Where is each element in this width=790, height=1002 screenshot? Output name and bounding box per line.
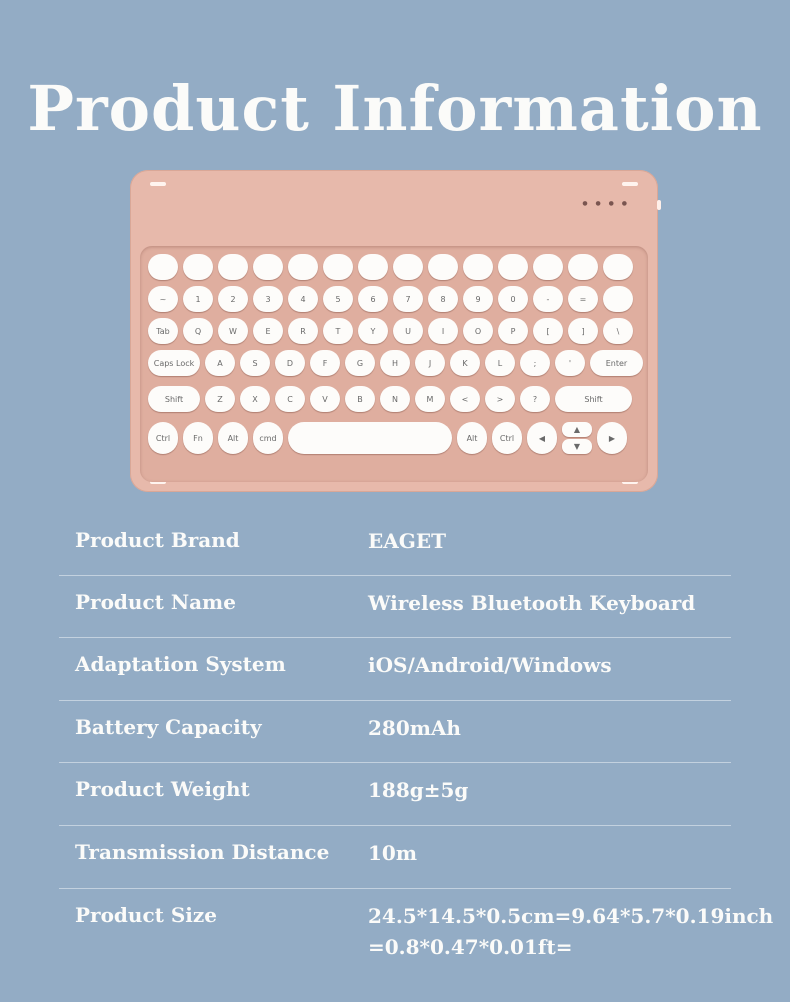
spec-value: 24.5*14.5*0.5cm=9.64*5.7*0.19inch — [368, 904, 774, 928]
spec-value: 10m — [368, 841, 417, 865]
keyboard-key: ' — [555, 350, 585, 376]
keyboard-key: J — [415, 350, 445, 376]
spec-row — [59, 701, 731, 763]
keyboard-key: Caps Lock — [148, 350, 200, 376]
keyboard-key: - — [533, 286, 563, 312]
keyboard-key: X — [240, 386, 270, 412]
keyboard-key: ◀ — [527, 422, 557, 454]
spec-label: Product Brand — [75, 528, 240, 552]
keyboard-key: W — [218, 318, 248, 344]
keyboard-key — [463, 254, 493, 280]
keyboard-key: ▶ — [597, 422, 627, 454]
keyboard-key: Q — [183, 318, 213, 344]
keyboard-key: 3 — [253, 286, 283, 312]
keyboard-key: L — [485, 350, 515, 376]
keyboard-key — [253, 254, 283, 280]
keyboard-key: < — [450, 386, 480, 412]
keyboard-key: O — [463, 318, 493, 344]
keyboard-image — [130, 170, 658, 492]
keyboard-key: H — [380, 350, 410, 376]
keyboard-key: Enter — [590, 350, 643, 376]
keyboard-key: Shift — [555, 386, 632, 412]
spec-label: Adaptation System — [75, 652, 286, 676]
keyboard-key — [148, 254, 178, 280]
spec-label: Product Name — [75, 590, 236, 614]
keyboard-key: \ — [603, 318, 633, 344]
spec-label: Battery Capacity — [75, 715, 262, 739]
spec-row — [59, 763, 731, 826]
keyboard-key: G — [345, 350, 375, 376]
keyboard-key: C — [275, 386, 305, 412]
keyboard-key — [183, 254, 213, 280]
keyboard-key: V — [310, 386, 340, 412]
spec-row — [59, 638, 731, 701]
keyboard-key: 9 — [463, 286, 493, 312]
keyboard-key: [ — [533, 318, 563, 344]
keyboard-key: 8 — [428, 286, 458, 312]
keyboard-key — [428, 254, 458, 280]
keyboard-key: ~ — [148, 286, 178, 312]
keyboard-bump — [622, 182, 638, 186]
keyboard-key: F — [310, 350, 340, 376]
keyboard-key: ▼ — [562, 439, 592, 454]
keyboard-key: ▲ — [562, 422, 592, 437]
spec-value-line-2: =0.8*0.47*0.01ft= — [368, 935, 573, 959]
power-switch — [657, 200, 661, 210]
keyboard-key: Alt — [218, 422, 248, 454]
indicator-lights: ● ● ● ● — [582, 200, 630, 207]
keyboard-bump — [150, 182, 166, 186]
keyboard-key: M — [415, 386, 445, 412]
keyboard-key — [498, 254, 528, 280]
keyboard-key: R — [288, 318, 318, 344]
keyboard-key: ? — [520, 386, 550, 412]
keyboard-key: 7 — [393, 286, 423, 312]
spec-label: Product Size — [75, 903, 217, 927]
keyboard-key — [603, 286, 633, 312]
keyboard-key: Y — [358, 318, 388, 344]
keyboard-key: K — [450, 350, 480, 376]
keyboard-key — [288, 422, 452, 454]
keyboard-key: ] — [568, 318, 598, 344]
keyboard-key: E — [253, 318, 283, 344]
keyboard-key — [393, 254, 423, 280]
keyboard-key — [323, 254, 353, 280]
keyboard-key: Ctrl — [492, 422, 522, 454]
spec-label: Product Weight — [75, 777, 250, 801]
keyboard-key: 6 — [358, 286, 388, 312]
keyboard-key: 5 — [323, 286, 353, 312]
keyboard-key: 0 — [498, 286, 528, 312]
spec-value: Wireless Bluetooth Keyboard — [368, 591, 696, 615]
keyboard-key: > — [485, 386, 515, 412]
keyboard-key: P — [498, 318, 528, 344]
keyboard-key: = — [568, 286, 598, 312]
keyboard-key: I — [428, 318, 458, 344]
keyboard-key — [603, 254, 633, 280]
keyboard-key — [288, 254, 318, 280]
keyboard-key: 1 — [183, 286, 213, 312]
keyboard-key — [358, 254, 388, 280]
page-title: Product Information — [27, 72, 763, 145]
keyboard-key: Ctrl — [148, 422, 178, 454]
spec-value: EAGET — [368, 529, 446, 553]
spec-row — [59, 576, 731, 638]
spec-row — [59, 826, 731, 889]
keyboard-key — [533, 254, 563, 280]
keyboard-key: T — [323, 318, 353, 344]
keyboard-key: D — [275, 350, 305, 376]
spec-value: 280mAh — [368, 716, 461, 740]
keyboard-key: Z — [205, 386, 235, 412]
keyboard-key: Tab — [148, 318, 178, 344]
keyboard-key: ; — [520, 350, 550, 376]
keyboard-key: U — [393, 318, 423, 344]
spec-value: 188g±5g — [368, 778, 469, 802]
spec-label: Transmission Distance — [75, 840, 330, 864]
spec-value: iOS/Android/Windows — [368, 653, 612, 677]
keyboard-key: N — [380, 386, 410, 412]
keyboard-key: Alt — [457, 422, 487, 454]
keyboard-key: Shift — [148, 386, 200, 412]
keyboard-key: 4 — [288, 286, 318, 312]
keyboard-key — [568, 254, 598, 280]
keyboard-deck — [140, 246, 648, 482]
keyboard-key: A — [205, 350, 235, 376]
keyboard-key: Fn — [183, 422, 213, 454]
keyboard-key: B — [345, 386, 375, 412]
keyboard-key — [218, 254, 248, 280]
keyboard-key: 2 — [218, 286, 248, 312]
spec-row — [59, 514, 731, 576]
spec-row — [59, 889, 774, 979]
keyboard-key: cmd — [253, 422, 283, 454]
keyboard-key: S — [240, 350, 270, 376]
